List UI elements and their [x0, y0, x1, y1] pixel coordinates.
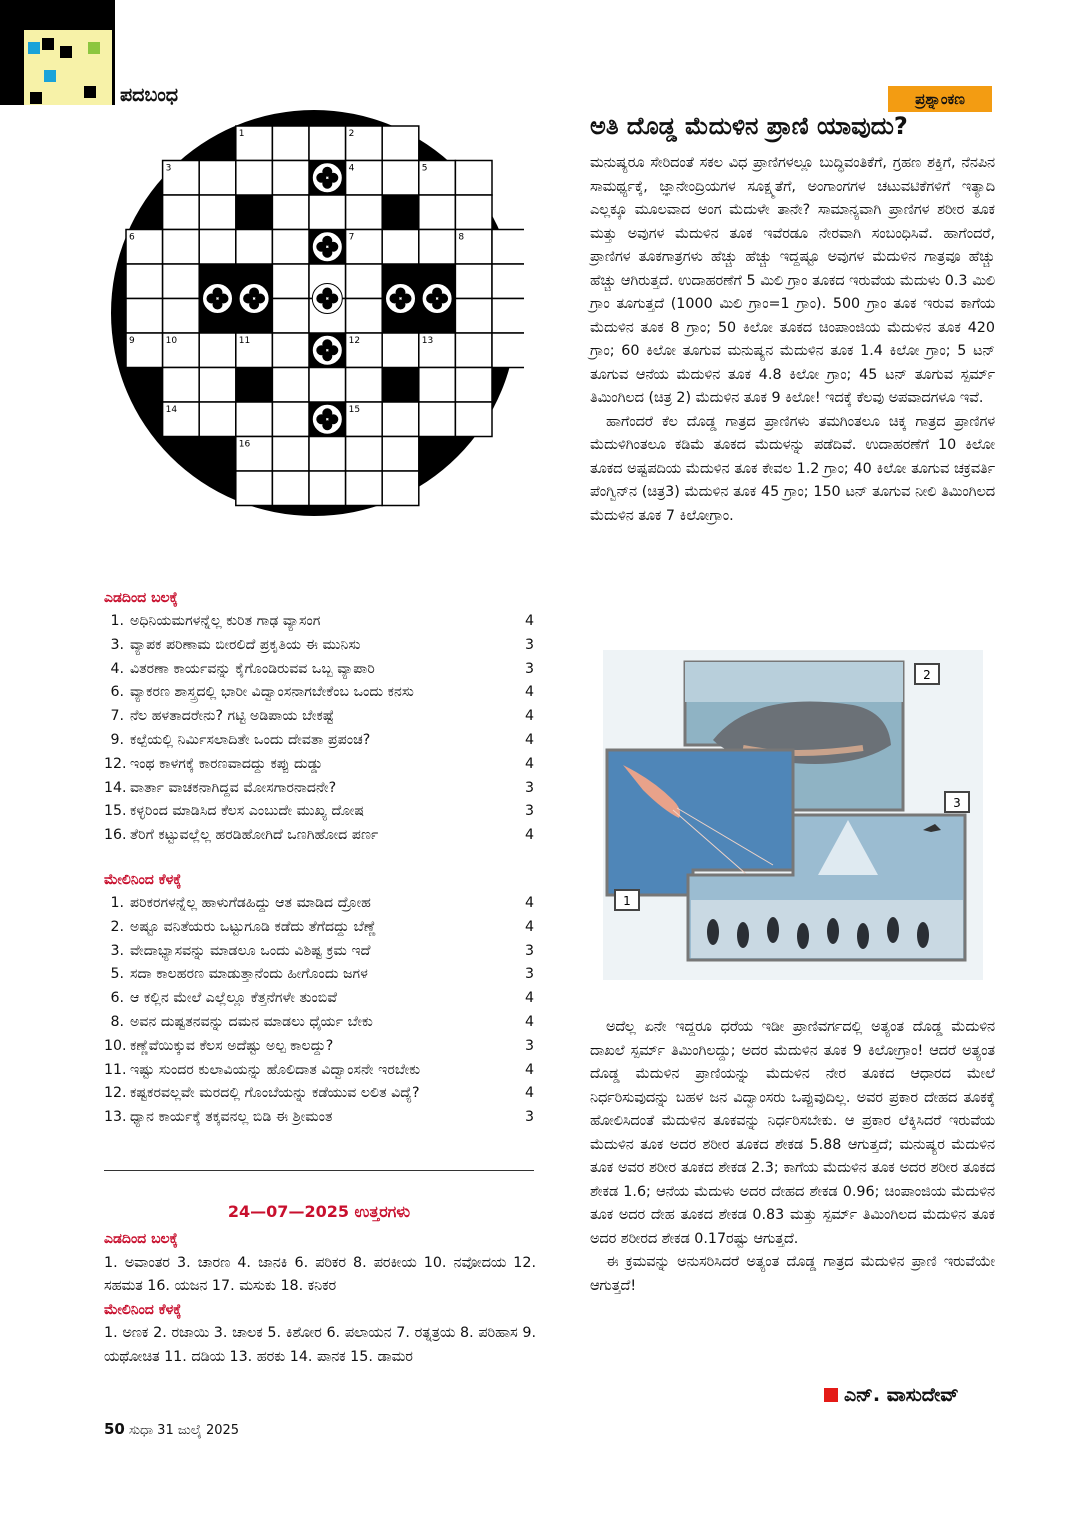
down-clues [104, 872, 534, 1130]
clue-text: ಕಲ್ಪೆಯಲ್ಲಿ ನಿರ್ಮಿಸಲಾದಿತೇ ಒಂದು ದೇವತಾ ಪ್ರಪಂಚ? [130, 731, 371, 748]
clue-number: 6. [110, 990, 124, 1007]
clue-length: 3 [524, 660, 534, 677]
clue-text: ವಿತರಣಾ ಕಾರ್ಯವನ್ನು ಕೈಗೊಂಡಿರುವವ ಒಬ್ಬ ವ್ಯಾಪಾರಿ [130, 660, 375, 677]
grid-number: 15 [348, 405, 361, 415]
clue-number: 14. [104, 779, 127, 796]
author-byline [824, 1384, 959, 1406]
photo-tag-1 [615, 890, 639, 910]
square-bullet-icon [824, 1388, 838, 1402]
svg-text:2: 2 [923, 668, 931, 682]
down-clue [104, 1035, 534, 1059]
svg-text:1: 1 [623, 894, 631, 908]
clue-length: 3 [524, 1109, 534, 1126]
clue-text: ಇಂಥ ಕಾಳಗಕ್ಕೆ ಕಾರಣವಾದದ್ದು ಕಪ್ಪು ದುಡ್ಡು [130, 755, 323, 772]
across-clues [104, 590, 534, 848]
grid-number: 2 [348, 129, 355, 139]
clue-text: ಅವನ ದುಷ್ಟತನವನ್ನು ದಮನ ಮಾಡಲು ಧೈರ್ಯ ಬೇಕು [130, 1013, 373, 1030]
answers-down-heading: ಮೇಲಿನಿಂದ ಕೆಳಕ್ಕೆ [104, 1301, 182, 1318]
down-clue [104, 1106, 534, 1130]
clue-length: 4 [524, 827, 534, 844]
grid-number: 3 [165, 163, 172, 174]
clue-length: 3 [524, 1037, 534, 1054]
clue-text: ವಾರ್ತಾ ವಾಚಕನಾಗಿದ್ದವ ಮೋಸಗಾರನಾದನೇ? [130, 779, 337, 796]
clue-length: 4 [524, 1061, 534, 1078]
clue-text: ನೆಲ ಹಳತಾದರೇನು? ಗಟ್ಟಿ ಅಡಿಪಾಯ ಬೇಕಷ್ಟೆ [130, 708, 335, 725]
clue-number: 3. [110, 636, 124, 653]
animal-photo-collage [603, 650, 983, 980]
grid-number: 13 [421, 336, 434, 346]
divider [104, 1170, 534, 1171]
down-clue [104, 1011, 534, 1035]
clue-number: 8. [110, 1013, 124, 1030]
clue-text: ಸದಾ ಕಾಲಹರಣ ಮಾಡುತ್ತಾನೆಂದು ಹೀಗೊಂದು ಜಗಳ [130, 966, 368, 983]
across-clue [104, 824, 534, 848]
clue-length: 3 [524, 966, 534, 983]
paragraph-4: ಈ ಕ್ರಮವನ್ನು ಅನುಸರಿಸಿದರೆ ಅತ್ಯಂತ ದೊಡ್ಡ ಗಾತ್ರದ ಮೆದುಳಿನ ಪ್ರಾಣಿ ಇರುವೆಯೇ ಆಗುತ್ತದೆ! [590, 1254, 995, 1294]
answers-across-text: 1. ಅವಾಂತರ 3. ಚಾರಣ 4. ಜಾನಕಿ 6. ಪರಿಕರ 8. ಪರಕೀಯ 10. ನವೋದಯ 12. ಸಹಮತ 16. ಯಜನ 17. ಮಸುಕು 18. ಕನಿಕರ [104, 1254, 536, 1294]
magazine-section-logo [0, 0, 115, 105]
across-clue [104, 658, 534, 682]
answers-across-heading: ಎಡದಿಂದ ಬಲಕ್ಕೆ [104, 1231, 178, 1247]
svg-text:3: 3 [953, 796, 961, 810]
clue-text: ವ್ಯಾಕರಣ ಶಾಸ್ತ್ರದಲ್ಲಿ ಭಾರೀ ವಿದ್ವಾಂಸನಾಗಬೇಕೆಂಬ ಒಂದು ಕನಸು [130, 684, 414, 701]
clue-length: 4 [524, 708, 534, 725]
clue-length: 4 [524, 684, 534, 701]
article-headline: ಅತಿ ದೊಡ್ಡ ಮೆದುಳಿನ ಪ್ರಾಣಿ ಯಾವುದು? [590, 112, 908, 140]
grid-number: 12 [348, 336, 361, 346]
grid-number: 1 [238, 129, 245, 139]
down-clue [104, 940, 534, 964]
grid-number: 9 [129, 336, 135, 346]
clue-text: ತೆರಿಗೆ ಕಟ್ಟುವಲ್ಲೆಲ್ಲ ಹರಡಿಹೋಗಿದೆ ಒಣಗಿಹೋದ ಪರ್ಣ [130, 827, 379, 844]
clue-number: 2. [110, 918, 124, 935]
grid-number: 4 [348, 163, 355, 174]
clue-text: ಅಧಿನಿಯಮಗಳನ್ನೆಲ್ಲ ಕುರಿತ ಗಾಢ ವ್ಯಾಸಂಗ [130, 613, 321, 629]
answers-down-text: 1. ಅಣಕ 2. ರಜಾಯಿ 3. ಚಾಲಕ 5. ಕಿಶೋರ 6. ಪಲಾಯನ 7. ರತ್ನತ್ರಯ 8. ಪರಿಹಾಸ 9. ಯಥೋಚಿತ 11. ದಡಿಯ 13. ಹರಕು 14. ಪಾನಕ 15. ಡಾಮರ [104, 1325, 536, 1365]
down-heading: ಮೇಲಿನಿಂದ ಕೆಳಕ್ಕೆ [104, 872, 182, 888]
clue-length: 3 [524, 942, 534, 959]
previous-answers [104, 1228, 536, 1369]
column-badge: ಪ್ರಶ್ನಾಂಕಣ [888, 86, 992, 112]
across-clue [104, 634, 534, 658]
down-clue [104, 963, 534, 987]
clue-text: ಅಷ್ಟೂ ವನಿತೆಯರು ಒಟ್ಟುಗೂಡಿ ಕಡೆದು ತೆಗೆದದ್ದು ಬೆಣ್ಣೆ [130, 918, 377, 935]
clue-number: 1. [110, 895, 124, 911]
clue-text: ಕಳ್ಳರಿಂದ ಮಾಡಿಸಿದ ಕೆಲಸ ಎಂಬುದೇ ಮುಖ್ಯ ದೋಷ [130, 803, 364, 820]
clue-length: 4 [524, 755, 534, 772]
clue-length: 4 [524, 990, 534, 1007]
clue-text: ವ್ಯಾಪಕ ಪರಿಣಾಮ ಬೀರಲಿದೆ ಪ್ರಕೃತಿಯ ಈ ಮುನಿಸು [130, 636, 361, 653]
clue-text: ಕಷ್ಟಕರವಲ್ಲವೇ ಮರದಲ್ಲಿ ಗೊಂಬೆಯನ್ನು ಕಡೆಯುವ ಲಲಿತ ವಿದ್ಯೆ? [130, 1085, 420, 1102]
across-heading: ಎಡದಿಂದ ಬಲಕ್ಕೆ [104, 590, 178, 606]
clue-number: 10. [104, 1037, 127, 1054]
clue-number: 6. [110, 684, 124, 701]
across-clue [104, 681, 534, 705]
photo-tag-2 [915, 664, 939, 684]
clue-length: 4 [524, 613, 534, 629]
paragraph-1: ಮನುಷ್ಯರೂ ಸೇರಿದಂತೆ ಸಕಲ ವಿಧ ಪ್ರಾಣಿಗಳಲ್ಲೂ ಬುದ್ಧಿವಂತಿಕೆಗೆ, ಗ್ರಹಣ ಶಕ್ತಿಗೆ, ನೆನಪಿನ ಸಾಮರ್ಥ್ಯಕ್ಕೆ, ಜ್ಞಾನೇಂದ್ರಿಯಗಳ ಸೂಕ್ಷ್ಮತೆಗೆ, ಅಂಗಾಂಗಗಳ ಚಟುವಟಿಕೆಗಳಿಗೆ ಇತ್ಯಾದಿ ಎಲ್ಲಕ್ಕೂ ಮೂಲವಾದ ಅಂಗ ಮೆದುಳೇ ತಾನೇ? ಸಾಮಾನ್ಯವಾಗಿ ಪ್ರಾಣಿಗಳ ಶರೀರ ತೂಕ ಮತ್ತು ಅವುಗಳ ಮೆದುಳಿನ ತೂಕ ಇವೆರಡೂ ನೇರವಾಗಿ ಸಂಬಂಧಿಸಿವೆ. ಹಾಗೆಂದರೆ, ಪ್ರಾಣಿಗಳ ತೂಕಗಾತ್ರಗಳು ಹೆಚ್ಚು ಹೆಚ್ಚು ಇದ್ದಷ್ಟೂ ಅವುಗಳ ಮೆದುಳಿನ ಗಾತ್ರವೂ ಹೆಚ್ಚು ಹೆಚ್ಚು ಆಗಿರುತ್ತದೆ. ಉದಾಹರಣೆಗೆ 5 ಮಿಲಿ ಗ್ರಾಂ ತೂಕದ ಇರುವೆಯ ಮೆದುಳು 0.3 ಮಿಲಿ ಗ್ರಾಂ ತೂಗುತ್ತದೆ (1000 ಮಿಲಿ ಗ್ರಾಂ=1 ಗ್ರಾಂ). 500 ಗ್ರಾಂ ತೂಕ ಇರುವ ಕಾಗೆಯ ಮೆದುಳಿನ ತೂಕ 8 ಗ್ರಾಂ; 50 ಕಿಲೋ ತೂಕದ ಚಿಂಪಾಂಜಿಯ ಮೆದುಳಿನ ತೂಕ 420 ಗ್ರಾಂ; 60 ಕಿಲೋ ತೂಗುವ ಮನುಷ್ಯನ ಮೆದುಳಿನ ತೂಕ 1.4 ಕಿಲೋ ಗ್ರಾಂ; 5 ಟನ್ ತೂಗುವ ಆನೆಯ ಮೆದುಳಿನ ತೂಕ 4.8 ಕಿಲೋ ಗ್ರಾಂ; 45 ಟನ್ ತೂಗುವ ಸ್ಪರ್ಮ್ ತಿಮಿಂಗಿಲದ (ಚಿತ್ರ 2) ಮೆದುಳಿನ ತೂಕ 9 ಕಿಲೋ! ಇದಕ್ಕೆ ಕೆಲವು ಅಪವಾದಗಳೂ ಇವೆ. [590, 155, 995, 406]
clue-text: ಪರಿಕರಗಳನ್ನೆಲ್ಲ ಹಾಳುಗೆಡಹಿದ್ದು ಆತ ಮಾಡಿದ ದ್ರೋಹ [130, 895, 372, 911]
clue-number: 12. [104, 1085, 127, 1102]
across-clue [104, 753, 534, 777]
down-clue [104, 1059, 534, 1083]
across-clue [104, 729, 534, 753]
clue-number: 9. [110, 731, 124, 748]
down-clue [104, 987, 534, 1011]
across-clue [104, 777, 534, 801]
clue-number: 13. [104, 1109, 127, 1126]
clue-text: ವೇದಾಭ್ಯಾಸವನ್ನು ಮಾಡಲೂ ಒಂದು ವಿಶಿಷ್ಟ ಕ್ರಮ ಇದೆ [130, 942, 371, 959]
page-number: 50 [104, 1420, 125, 1438]
answers-title: 24—07—2025 ಉತ್ತರಗಳು [227, 1202, 411, 1221]
clue-number: 7. [110, 708, 124, 725]
clue-text: ಧ್ಯಾನ ಕಾರ್ಯಕ್ಕೆ ತಕ್ಕವನಲ್ಲ ಬಿಡಿ ಈ ಶ್ರೀಮಂತ [130, 1109, 333, 1126]
across-clue [104, 610, 534, 634]
section-title: ಪದಬಂಧ [120, 84, 179, 106]
article-body-top [590, 152, 995, 528]
clue-number: 16. [104, 827, 127, 844]
grid-number: 14 [165, 405, 178, 415]
grid-number: 7 [348, 232, 355, 243]
across-clue [104, 705, 534, 729]
grid-number: 10 [165, 336, 178, 346]
author-name: ಎನ್. ವಾಸುದೇವ್ [844, 1384, 959, 1406]
grid-number: 6 [129, 232, 135, 243]
clue-number: 11. [104, 1061, 127, 1078]
clue-length: 3 [524, 803, 534, 820]
clue-length: 4 [524, 895, 534, 911]
clue-number: 5. [110, 966, 124, 983]
clue-length: 4 [524, 731, 534, 748]
paragraph-2: ಹಾಗೆಂದರೆ ಕೆಲ ದೊಡ್ಡ ಗಾತ್ರದ ಪ್ರಾಣಿಗಳು ತಮಗಿಂತಲೂ ಚಿಕ್ಕ ಗಾತ್ರದ ಪ್ರಾಣಿಗಳ ಮೆದುಳಿಗಿಂತಲೂ ಕಡಿಮೆ ತೂಕದ ಮೆದುಳನ್ನು ಪಡೆದಿವೆ. ಉದಾಹರಣೆಗೆ 10 ಕಿಲೋ ತೂಕದ ಅಷ್ಟಪದಿಯ ಮೆದುಳಿನ ತೂಕ ಕೇವಲ 1.2 ಗ್ರಾಂ; 40 ಕಿಲೋ ತೂಗುವ ಚಕ್ರವರ್ತಿ ಪೆಂಗ್ವಿನ್‌ನ (ಚಿತ್ರ3) ಮೆದುಳಿನ ತೂಕ 45 ಗ್ರಾಂ; 150 ಟನ್ ತೂಗುವ ನೀಲಿ ತಿಮಿಂಗಿಲದ ಮೆದುಳಿನ ತೂಕ 7 ಕಿಲೋಗ್ರಾಂ. [590, 413, 995, 524]
clue-number: 12. [104, 755, 127, 772]
clue-text: ಇಷ್ಟು ಸುಂದರ ಕುಲಾವಿಯನ್ನು ಹೊಲಿದಾತ ವಿದ್ವಾಂಸನೇ ಇರಬೇಕು [130, 1061, 421, 1078]
photo-tag-3 [945, 792, 969, 812]
paragraph-3: ಅದೆಲ್ಲ ಏನೇ ಇದ್ದರೂ ಧರೆಯ ಇಡೀ ಪ್ರಾಣಿವರ್ಗದಲ್ಲಿ ಅತ್ಯಂತ ದೊಡ್ಡ ಮೆದುಳಿನ ದಾಖಲೆ ಸ್ಪರ್ಮ್ ತಿಮಿಂಗಿಲದ್ದು; ಅದರ ಮೆದುಳಿನ ತೂಕ 9 ಕಿಲೋಗ್ರಾಂ! ಆದರೆ ಅತ್ಯಂತ ದೊಡ್ಡ ಮೆದುಳಿನ ಪ್ರಾಣಿಯನ್ನು ಮೆದುಳಿನ ನೇರ ತೂಕದ ಆಧಾರದ ಮೇಲೆ ನಿರ್ಧರಿಸುವುದನ್ನು ಬಹಳ ಜನ ವಿದ್ವಾಂಸರು ಒಪ್ಪುವುದಿಲ್ಲ. ಅವರ ಪ್ರಕಾರ ದೇಹದ ತೂಕಕ್ಕೆ ಹೋಲಿಸಿದಂತೆ ಮೆದುಳಿನ ತೂಕವನ್ನು ನಿರ್ಧರಿಸಬೇಕು. ಆ ಪ್ರಕಾರ ಲೆಕ್ಕಿಸಿದರೆ ಇರುವೆಯ ಮೆದುಳಿನ ತೂಕ ಅದರ ಶರೀರ ತೂಕದ ಶೇಕಡ 5.88 ಆಗುತ್ತದೆ; ಮನುಷ್ಯರ ಮೆದುಳಿನ ತೂಕ ಅವರ ಶರೀರ ತೂಕದ ಶೇಕಡ 2.3; ಕಾಗೆಯ ಮೆದುಳಿನ ತೂಕ ಅದರ ಶರೀರ ತೂಕದ ಶೇಕಡ 1.6; ಆನೆಯ ಮೆದುಳು ಅದರ ದೇಹದ ಶೇಕಡ 0.96; ಚಿಂಪಾಂಜಿಯ ಮೆದುಳಿನ ತೂಕ ಅದರ ದೇಹ ತೂಕದ ಶೇಕಡ 0.83 ಮತ್ತು ಸ್ಪರ್ಮ್ ತಿಮಿಂಗಿಲದ ಮೆದುಳಿನ ತೂಕ ಅದರ ಶರೀರದ ಶೇಕಡ 0.17ರಷ್ಟು ಆಗುತ್ತದೆ. [590, 1019, 995, 1247]
clue-length: 4 [524, 1085, 534, 1102]
down-clue [104, 892, 534, 916]
clue-text: ಆ ಕಲ್ಲಿನ ಮೇಲೆ ಎಲ್ಲೆಲ್ಲೂ ಕೆತ್ತನೆಗಳೇ ತುಂಬಿವೆ [130, 990, 338, 1007]
clue-number: 3. [110, 942, 124, 959]
clue-number: 4. [110, 660, 124, 677]
clue-text: ಕಣ್ಣೆವೆಯಿಕ್ಕುವ ಕೆಲಸ ಅದೆಷ್ಟು ಅಲ್ಪ ಕಾಲದ್ದು? [130, 1037, 334, 1054]
crossword-puzzle[interactable] [104, 108, 524, 518]
grid-number: 16 [238, 439, 251, 450]
down-clue [104, 1082, 534, 1106]
clue-length: 4 [524, 1013, 534, 1030]
grid-number: 11 [238, 336, 251, 346]
grid-number: 5 [421, 163, 428, 174]
clue-length: 3 [524, 636, 534, 653]
across-clue [104, 800, 534, 824]
footer-text: ಸುಧಾ 31 ಜುಲೈ 2025 [129, 1423, 240, 1438]
grid-number: 8 [458, 232, 465, 243]
clue-number: 15. [104, 803, 127, 820]
clue-number: 1. [110, 613, 124, 629]
down-clue [104, 916, 534, 940]
clue-length: 4 [524, 918, 534, 935]
clue-length: 3 [524, 779, 534, 796]
article-body-bottom [590, 1016, 995, 1298]
page-footer [104, 1420, 239, 1438]
